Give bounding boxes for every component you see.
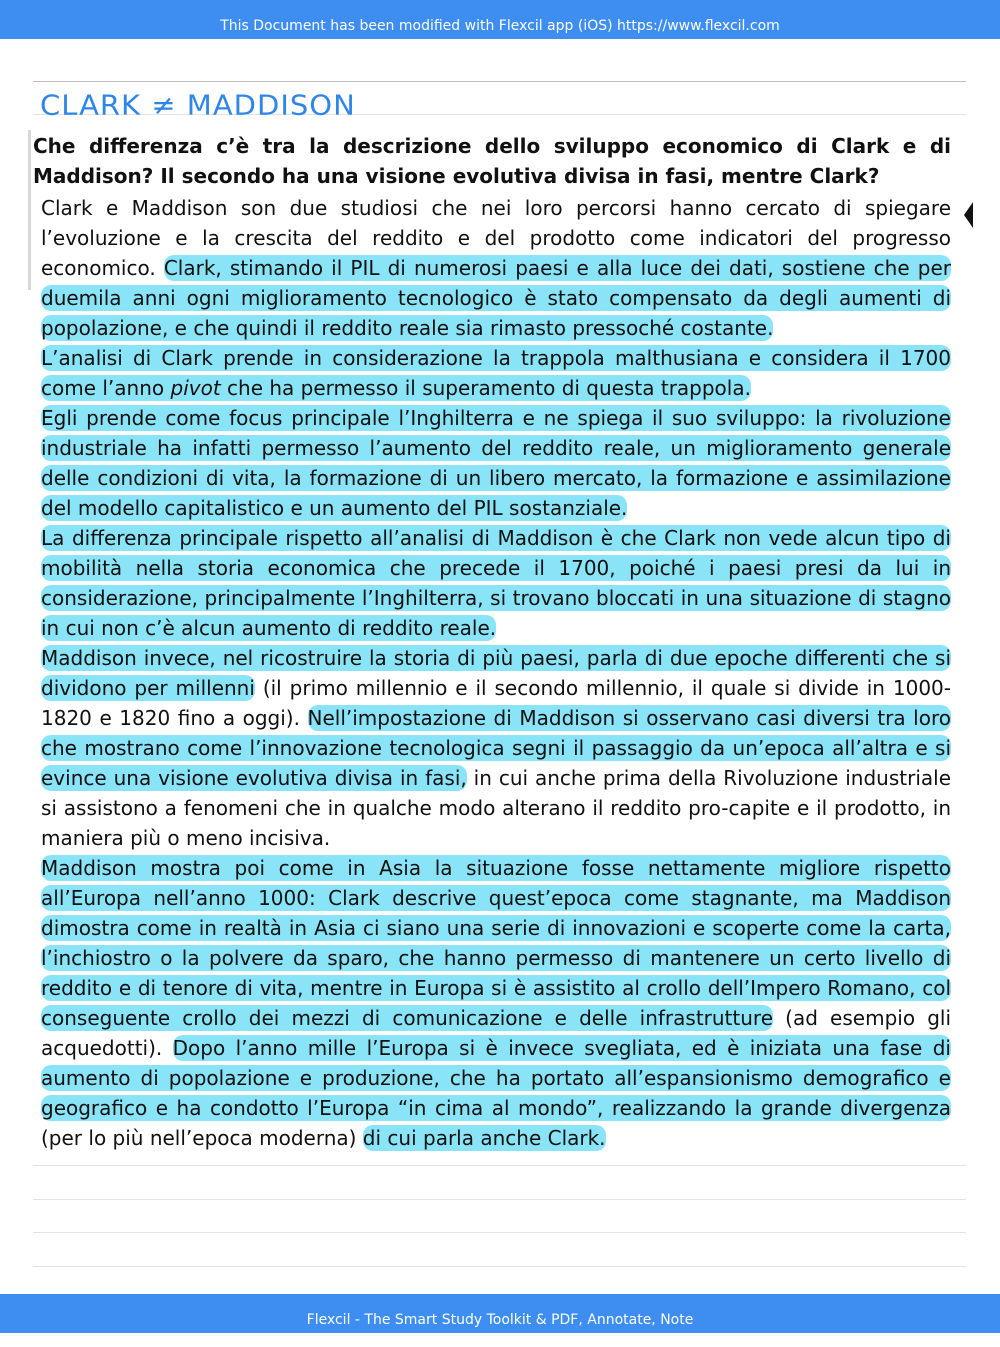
highlighted-text: Clark, stimando il PIL di numerosi paesi e alla luce dei dati, sostiene che per duemila anni ogni miglioramento tecnologico è stato compensato da degli aumenti di popolazione, e che quindi il reddito reale sia rimasto pressoché costante.: [41, 256, 951, 340]
page-top-rule: [33, 81, 966, 82]
highlighted-text: [41, 345, 951, 401]
ruled-line: [33, 1165, 966, 1166]
highlighted-text: di cui parla anche Clark.: [362, 1126, 606, 1150]
flexcil-header-banner: This Document has been modified with Flexcil app (iOS) https://www.flexcil.com: [0, 0, 1000, 39]
plain-text: Clark e Maddison son due studiosi che nei loro percorsi hanno cercato di spiegare l’evoluzione e la crescita del reddito e del prodotto come indicatori del progresso economico.: [41, 196, 951, 280]
ruled-line: [33, 1266, 966, 1267]
paragraph: [41, 523, 951, 643]
italic-term: pivot: [170, 376, 221, 400]
handwritten-title: CLARK ≠ MADDISON: [40, 88, 356, 122]
text-run: L’analisi di Clark prende in considerazione la trappola malthusiana e considera il 1700 come l’anno: [41, 346, 951, 400]
paragraph: [41, 643, 951, 853]
ruled-line: [33, 1232, 966, 1233]
ruled-line: [33, 1199, 966, 1200]
highlighted-text: Maddison invece, nel ricostruire la storia di più paesi, parla di due epoche differenti che si dividono per millenni: [41, 646, 951, 700]
highlighted-text: Egli prende come focus principale l’Inghilterra e ne spiega il suo sviluppo: la rivoluzione industriale ha infatti permesso l’aumento del reddito reale, un miglioramento generale delle condizioni di vita, la formazione di un libero mercato, la formazione e assimilazione del modello capitalistico e un aumento del PIL sostanziale.: [41, 406, 951, 520]
highlighted-text: Maddison mostra poi come in Asia la situazione fosse nettamente migliore rispetto all’Europa nell’anno 1000: Clark descrive quest’epoca come stagnante, ma Maddison dimostra come in realtà in Asia ci siano una serie di innovazioni e scoperte come la carta, l’inchiostro o la polvere da sparo, che hanno permesso di mantenere un certo livello di reddito e di tenore di vita, mentre in Europa si è assistito al crollo dell’Impero Romano, col conseguente crollo dei mezzi di comunicazione e delle infrastrutture: [41, 856, 951, 1030]
highlighted-text: La differenza principale rispetto all’analisi di Maddison è che Clark non vede alcun tipo di mobilità nella storia economica che precede il 1700, poiché i paesi presi da lui in considerazione, principalmente l’Inghilterra, si trovano bloccati in una situazione di stagno in cui non c’è alcun aumento di reddito reale.: [41, 526, 951, 640]
plain-text: (il primo millennio e il secondo millennio, il quale si divide in 1000-1820 e 1820 fino a oggi).: [41, 676, 951, 730]
flexcil-footer-banner: Flexcil - The Smart Study Toolkit & PDF, Annotate, Note: [0, 1294, 1000, 1333]
text-run: che ha permesso il superamento di questa trappola.: [220, 376, 751, 400]
plain-text: (per lo più nell’epoca moderna): [41, 1126, 363, 1150]
paragraph: [41, 403, 951, 523]
paragraph: [41, 853, 951, 1153]
collapse-arrow-icon[interactable]: [964, 202, 973, 228]
plain-text: (ad esempio gli acquedotti).: [41, 1006, 952, 1060]
answer-body: [41, 193, 951, 1153]
margin-marker: [28, 130, 31, 290]
question-heading: Che differenza c’è tra la descrizione dello sviluppo economico di Clark e di Maddison? Il secondo ha una visione evolutiva divisa in fasi, mentre Clark?: [33, 134, 951, 188]
plain-text: in cui anche prima della Rivoluzione industriale si assistono a fenomeni che in qualche modo alterano il reddito pro-capite e il prodotto, in maniera più o meno incisiva.: [41, 766, 952, 850]
highlighted-text: Nell’impostazione di Maddison si osservano casi diversi tra loro che mostrano come l’innovazione tecnologica segni il passaggio da un’epoca all’altra e si evince una visione evolutiva divisa in fasi,: [41, 706, 951, 790]
highlighted-text: Dopo l’anno mille l’Europa si è invece svegliata, ed è iniziata una fase di aumento di popolazione e produzione, che ha portato all’espansionismo demografico e geografico e ha condotto l’Europa “in cima al mondo”, realizzando la grande divergenza: [41, 1036, 951, 1120]
paragraph: [41, 343, 951, 403]
paragraph: [41, 193, 951, 343]
